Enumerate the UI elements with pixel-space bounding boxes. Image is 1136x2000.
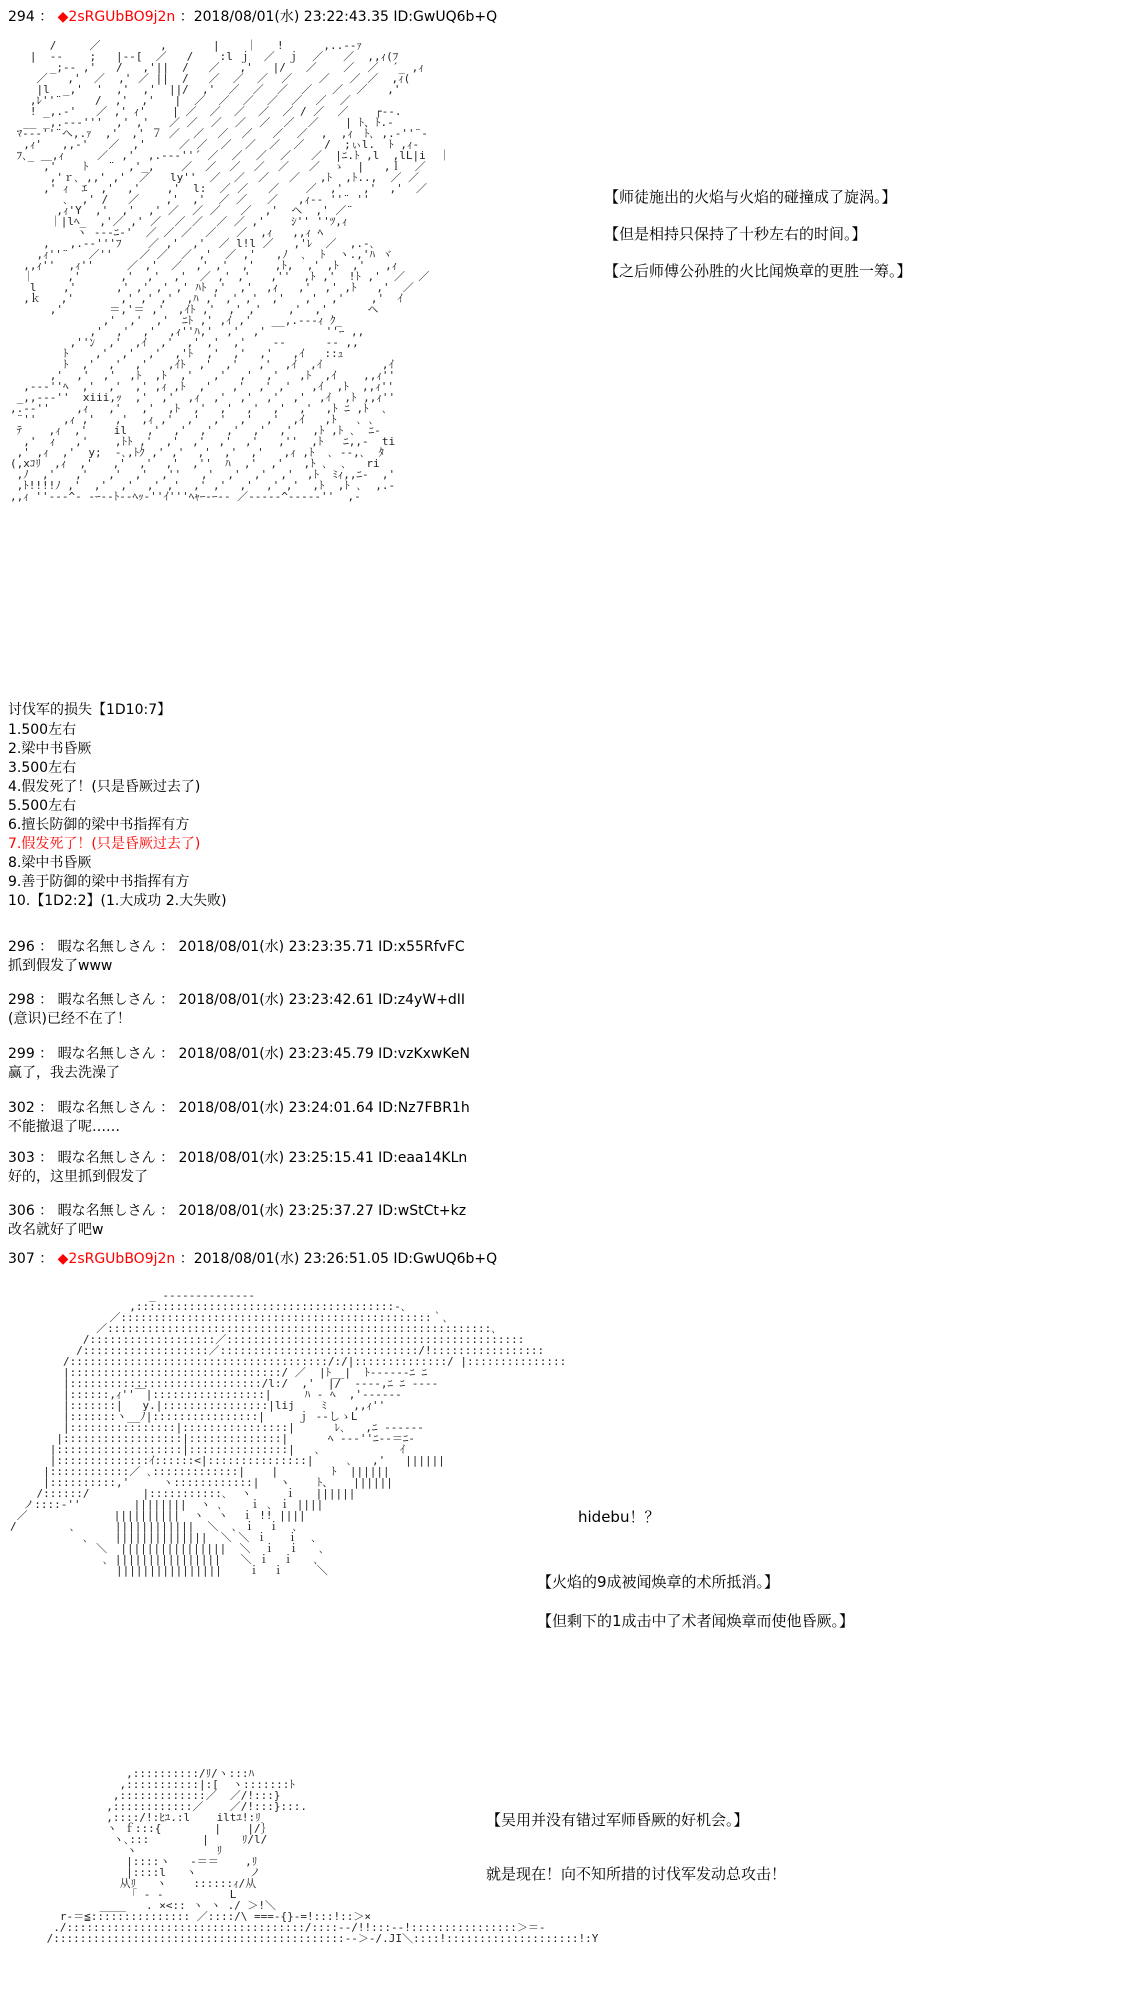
post-number: 294 (8, 9, 35, 25)
reply-body: 赢了，我去洗澡了 (8, 1065, 120, 1081)
narration-6: 【吴用并没有错过军师昏厥的好机会。】 (486, 1811, 749, 1829)
list-item: 8.梁中书昏厥 (8, 855, 92, 871)
reply-body: 好的，这里抓到假发了 (8, 1169, 148, 1185)
ascii-art-strategist: ,::::::::::/ﾘ/ヽ:::ﾊ ,:::::::::::|:[ ヽ:::::::ﾄ ,:::::::::::::／ ／/!:::} ,::::::::::::／ ／/!:::}:::. ,::::/!:ﾋﾕ.:l iltﾕ!:ﾘ ヽ ｆ:::{ | |/｝ ヽ､::: | ﾘ/l/ ヽ ﾘ |::::ヽ ‐＝＝ ,ﾘ |::::l ヽ ノ 从ﾘ ヽ ::::::ｨ/从 「 ‐ ‐ L ____ . ×<:: ヽ ヽ ./ ＞!＼ r‐＝≦::::::::::::::: ／::::/\ ===‐{}‐=!:::!::＞× ./::::::::::::::::::::::::::::::::::::/::::‐‐/!!:::‐‐!::::::::::::::::＞＝‐ /::::::::::::::::::::::::::::::::::::::::::::‐‐＞‐/.JI＼::::!::::::::::::::::::::!:Y (46, 1767, 599, 1945)
list-item: 6.擅长防御的梁中书指挥有方 (8, 817, 190, 833)
post-info: ：2018/08/01(水) 23:26:51.05 ID:GwUQ6b+Q (179, 1251, 498, 1267)
reply-header: 296 ： 暇な名無しさん ： 2018/08/01(水) 23:23:35.71 ID:x55RfvFC (8, 939, 465, 955)
reply-body: 改名就好了吧w (8, 1222, 104, 1238)
post-number: 307 (8, 1251, 35, 1267)
list-item: 10.【1D2:2】(1.大成功 2.大失败) (8, 893, 227, 909)
list-item: 3.500左右 (8, 760, 77, 776)
reply-header: 302 ： 暇な名無しさん ： 2018/08/01(水) 23:24:01.64 ID:Nz7FBR1h (8, 1100, 470, 1116)
narration-3: 【之后师傅公孙胜的火比闻焕章的更胜一筹。】 (604, 262, 912, 280)
dice-title: 讨伐军的损失【1D10:7】 (8, 702, 172, 718)
post-header-294 (8, 8, 497, 26)
poster-name[interactable]: ◆2sRGUbBO9j2n (57, 1251, 176, 1267)
narration-2: 【但是相持只保持了十秒左右的时间。】 (604, 225, 867, 243)
list-item: 4.假发死了！(只是昏厥过去了) (8, 779, 201, 795)
poster-name[interactable]: ◆2sRGUbBO9j2n (57, 9, 176, 25)
reply-header: 299 ： 暇な名無しさん ： 2018/08/01(水) 23:23:45.79 ID:vzKxwKeN (8, 1046, 470, 1062)
dialogue-hidebu: hidebu！？ (578, 1508, 660, 1526)
reply-header: 298 ： 暇な名無しさん ： 2018/08/01(水) 23:23:42.61 ID:z4yW+dII (8, 992, 466, 1008)
reply-header: 303 ： 暇な名無しさん ： 2018/08/01(水) 23:25:15.41 ID:eaa14KLn (8, 1150, 468, 1166)
post-separator: ： (39, 1251, 54, 1267)
reply-body: 抓到假发了www (8, 958, 113, 974)
reply-header: 306 ： 暇な名無しさん ： 2018/08/01(水) 23:25:37.27 ID:wStCt+kz (8, 1203, 467, 1219)
dice-list (8, 721, 227, 911)
list-item: 1.500左右 (8, 722, 77, 738)
narration-4: 【火焰的9成被闻焕章的术所抵消。】 (537, 1573, 780, 1591)
ascii-art-character-hit: _ ‐‐‐‐‐‐‐‐‐‐‐‐‐‐ ,:::::::::::::::::::::::::::::::::::::::‐､ ／:::::::::::::::::::::::::::::::::::::::::::::::｀､ ／::::::::::::::::::::::::::::::::::::::::::::::::::::::::::､ /:::::::::::::::::::／::::::::::::::::::::::::::::::::::::::::::::: /:::::::::::::::::::／::::::::::::::::::::::::::::::/!::::::::::::::::: /:::::::::::::::::::::::::::::::::::::::/:/|::::::::::::::/ |::::::::::::::: |::::::::::::::::::::::::::::::::/ ／ |ﾄ__| ﾄ‐‐‐‐‐‐ﾆ ﾆ |:::::::::::::::::::::::::::::/l:/ ,' |/ ‐‐‐‐,ﾆ ﾆ ‐‐‐‐ |::::::,ｨ''￣|:::::::::::::::::| ﾊ ‐ ﾍ ,'‐‐‐‐‐‐ |:::::::| y.|::::::::::::::::|lij ﾐ ,,ｨ'' |:::::::ヽ__ﾉ|::::::::::::::::| ｊ ‐‐しゝL |::::::::::::::::|::::::::::::::::| ﾚ､ ,ﾆ ‐‐‐‐‐‐ |::::::::::::::::::|::::::::::::::| ﾍ ‐‐-''ﾆ-‐＝ﾆ‐ |:::::::::::::::::::|:::::::::::::::| ､ ｲ |::::::::::::::ｲ::::::<|:::::::::::::::| ､ ,' |||||| |::::::::::::／ ､:::::::::::::| | ﾄ |||||| |::::::::::,' ヽ::::::::::::| ヽ ﾄ、 |||||| /::::::/ |:::::::::::､ ヽ ｉ |||||| ノ::::‐'' |||||||| ヽ ､ ｉ ､ ｉ |||| ／ |||||||||| ヽ ヽ ｉ !! |||| / ､ |||||||||||| ＼ ､ ｉ ｉ ､ ､ |||||||||||||| ＼ ＼ ｉ ｉ ､ ＼ |||||||||||||||| ＼ ｉ ｉ ､ ､ |||||||||||||||| ＼ ｉ ｉ ､ |||||||||||||||| ｉ ｉ ＼ (10, 1289, 567, 1577)
list-item: 5.500左右 (8, 798, 77, 814)
post-header-307 (8, 1250, 497, 1268)
list-item-selected: 7.假发死了！(只是昏厥过去了) (8, 836, 201, 852)
narration-5: 【但剩下的1成击中了术者闻焕章而使他昏厥。】 (537, 1612, 855, 1630)
ascii-art-fire-vortex: / ／ , | ｜ ! ,..-‐ｧ | -‐ ; |‐‐[ ／ / :l ｊ ／ ｊ ／ ／ ,,ｨ(ﾌ _;-‐ ,' / ,'|| / ／ ,' |/ ／ ／ ／ ´_ ,ｨ ／ ,' ／ ,' ／ || / ／ ／ ／ ／ ／ ／ ／ ,ｨ( |l _,' ' ,' ,' ||/ ,' ／ ／ ／ ／ ／ ／ ,' ,ﾚ''¨ / ,' ,' | ／ ／ ／ ／ ／ ／ ／ ! _,.-' ／ ,' ｨ' | ／ ／ ／ ／ ／ / ／ ／ ┌‐‐. __ _,.--‐''' ,' ,' ／ ／ ／ ／ ／ ／ ／ | ﾄ、ﾄ.- ﾏ--‐''¨ヘ,.ｧ ,' ,' ７ ／ ／ ／ ／ ／ ／ , ,ｨ ﾄ､ ,.-''¨- ,ｨ' ,,-' ／ ,' ／ ／ ／ ／ ／ ／ / ;ぃl. ﾄ ,ｨ- ﾌ､_ ＿,ｨ ／ ,' ,.--‐''´ ／ ／ ／ ／ ／ |ﾆ.ﾄ ,l ,lL|i ｜ ,' ﾄ ¨ ,'_, ／ ／ ／ ／ ／ ／ ゝ | ,ｌ ／ ,'ｒ､ ,,' ,' ／ ly'' ／ ／ ／ ／ ,ﾄ ,ﾄ.., ／ ／ ,' ｨ ｴ ,' ,' ,' l: ／ ／ ／ ／ ,' ,' ,' ／ ､ ,' / ／ ,' ,' ／ ／ ／ ,ｨ-‐ ''¨ '' ,ｨ'Y ,' ,' ,' ／ ／ ／ ／ ,' ヘ ,' ／¨ ｜|lﾍ_ ,'／ ,' ／ ／ ／ ／ ／ ,' ｼ'' ''ﾂ,ｨ ヽ ‐--ﾆ-' ／ ／ ／ ／ ／ ,ｨ ,,ｨ ﾍ , ,.-‐'''ﾌ ／ ,' ,' ／ l!l ／ ,'ﾚ ／ ,.-､ ,ｨ''¨ ／'' ／ ／ ／ ,' ／ ,' ,ﾉ ､ ﾄ ヽ.,'ﾊ ヾ ,,ｨ'' ,ｨ'' ／ ,' ／ ,' ,' ,' ,ﾄ, ,' ,ﾄ ,' ,ｨ ｜ ,' ,' ,' ,' ／ ,' ,' ,'' ,ﾄ ,' !ﾄ ,' ／ ／ l ,' ,' ,' ,' ,' ﾊﾄ ,' ,' ,ｨ ,' ,' ,ﾄ ,' ／ ,ｋ ,' ,' ,' ,' ,ﾊ ,' ,' ,' ,' ,' ,' ,' ｲ ,' ＝,'＝ ,' ,ｲﾄ ,' ,' ,' ,' ,' ヘ ,' ,' ,' ﾆﾄ ,' ,ｲ ,' __,.-‐‐ｨ ｸ_ ,' ,' ,' ,ｨ''ﾊ,' ,' ,' ''ｰ ,, ,''ﾝ ,' ,ｲ ,' ,' ,' ,' ‐‐ -‐ ,, ﾄ ,' ,' ,' ,'ﾄ ,' ,' ,' ,ｲ ::ｭ ﾄ ,' ,' ,' ,ｲﾄ ,' ,' ,' ,ｲ ,ｲ ,ｲ ,' ,' ,' ,ﾄ ,ﾄ ,' ,' ,' ,' ,ﾄ ,ｲ ,,ｨ'' ,‐-‐''ﾍ ,' ,' ,' ,ｨ ,ﾄ ,' ,' ,' ,' ,ｲ ,ﾄ ,,ｨ'' _,,--‐'' xiii,ｯ ,' ,' ,ｨ ,' ,' ,' ,' ,ｲ ,ﾄ ,,ｨ'' ,.-‐'' ,ｨ ,' ,' ,ﾄ ,' ,' ,' ,' ,' ,ﾄ ﾆ ,ﾄ ､ ¨'' ,ｨ ,' ,' ,ｨ ,' ,' ,' ,' ,' ,ｲ ,ﾄ ､ ､ ﾃ ,ｨ ,' il ,' ,' ,' ,' ,' ,' ,ﾄ ,ﾄ ､ ﾆ‐ ,' ｨ ,' ,ﾄﾄ ,' ,' ,' ,' ,' ,'' ,ﾄ ﾆ,,‐ ti ,' ,ｨ ,' y; ‐､,ﾄｸ ,' ,' ,' ,' ,' ,ｨ ,ﾄ ､ ‐-,､ ﾀ (,xｺﾘ ,ｨ ,' ,' ,' ,' ,'' ﾊ ,' ,' ,ﾄ ､ ､ ri ,ﾉ ,' ,' ,' ,' ,'' ,' ,' ,' ,' ,ﾄ ﾐｨ,,ﾆ- ,' ,ﾄ!!!!ﾉ ,' ,' ,' ,' ,' ,' ,' ,' ,' ,' ,ﾄ ,ﾄ ､ ,.- ,,ｨ ''‐-‐^‐ ‐ｰ-‐ﾄ‐‐ﾍｯ‐''ｲ'''ﾍｬｰ‐ｰ-‐ ／‐‐‐‐‐^‐‐‐‐-'' ,- (10, 39, 451, 503)
post-separator: ： (39, 9, 54, 25)
narration-7: 就是现在！向不知所措的讨伐军发动总攻击！ (486, 1865, 787, 1883)
reply-body: (意识)已经不在了！ (8, 1011, 131, 1027)
reply-body: 不能撤退了呢…… (8, 1119, 120, 1135)
list-item: 9.善于防御的梁中书指挥有方 (8, 874, 190, 890)
post-info: ：2018/08/01(水) 23:22:43.35 ID:GwUQ6b+Q (179, 9, 498, 25)
list-item: 2.梁中书昏厥 (8, 741, 92, 757)
narration-1: 【师徒施出的火焰与火焰的碰撞成了旋涡。】 (604, 188, 897, 206)
